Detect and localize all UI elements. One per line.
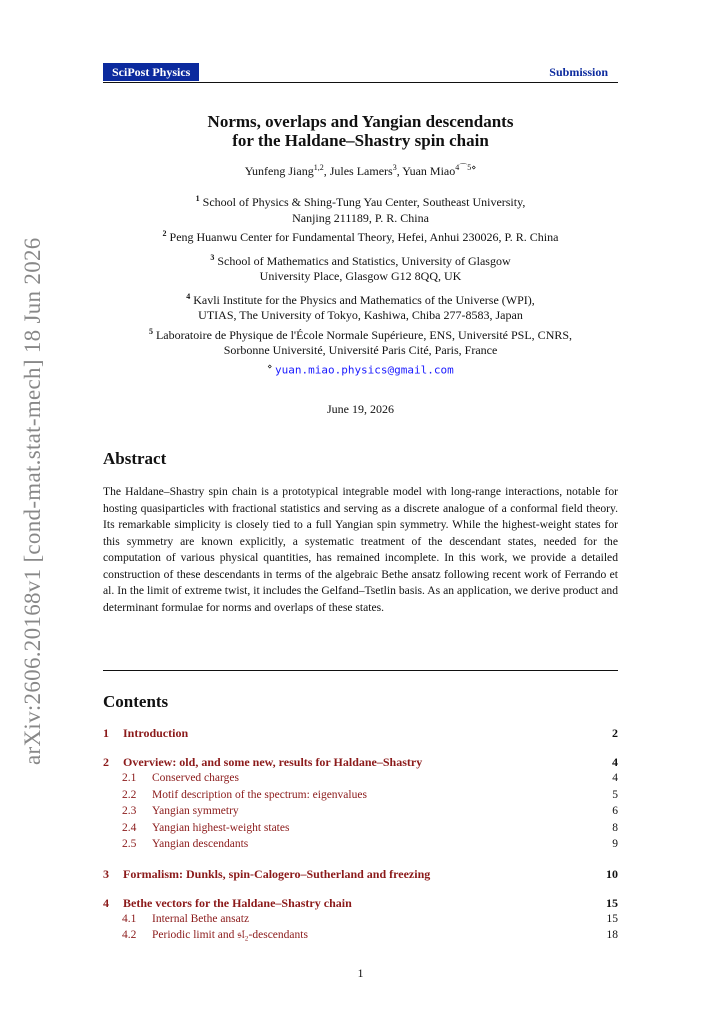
toc-subsection-2-1[interactable] (103, 770, 618, 787)
toc-number: 4.1 (122, 912, 137, 925)
affiliation-2 (103, 226, 618, 246)
toc-number: 1 (103, 726, 109, 740)
affil-line: Nanjing 211189, P. R. China (292, 210, 429, 225)
toc-section-2[interactable] (103, 754, 618, 770)
toc-title[interactable]: Yangian highest-weight states (152, 821, 290, 834)
author-affil-sup: 1,2 (313, 163, 324, 172)
author-list: Yunfeng Jiang$^{1,2}$, Jules Lamers$^3$, Yuan Miao$^{4⌒5⋄}$ (244, 163, 477, 178)
toc-number: 2.3 (122, 805, 137, 817)
affil-sup: 3 (210, 252, 215, 262)
toc-page: 9 (612, 838, 618, 850)
affil-line: Sorbonne Université, Université Paris Cité, Paris, France (223, 343, 498, 357)
toc-page: 10 (606, 866, 618, 881)
author-name: Yunfeng Jiang (244, 164, 314, 178)
contents-heading: Contents (103, 692, 169, 711)
toc-page: 15 (606, 895, 618, 910)
toc-title[interactable]: Bethe vectors for the Haldane–Shastry chain (123, 895, 352, 910)
email-link[interactable]: yuan.miao.physics@gmail.com (274, 363, 454, 377)
title-line-1: Norms, overlaps and Yangian descendants (207, 112, 514, 131)
toc-title[interactable]: Periodic limit and 𝔰𝔩₂-descendants (152, 929, 308, 941)
submission-label: Submission (549, 65, 608, 79)
page-number: 1 (357, 966, 364, 980)
affil-sup: 1 (195, 194, 200, 203)
journal-badge: SciPost Physics (103, 63, 199, 81)
affil-line: Laboratoire de Physique de l'École Normale Supérieure, ENS, Université PSL, CNRS, (155, 327, 573, 342)
toc-page: 4 (612, 755, 618, 769)
page-header (103, 63, 618, 83)
email-marker: ⋄ (267, 361, 273, 371)
affiliation-1 (103, 191, 618, 226)
toc-section-3[interactable] (103, 866, 618, 882)
toc-page: 6 (612, 805, 618, 817)
affiliation-5 (103, 324, 618, 359)
toc-page: 5 (612, 788, 618, 801)
affil-sup: 5 (148, 326, 153, 336)
toc-title[interactable]: Overview: old, and some new, results for Haldane–Shastry (123, 755, 423, 769)
abstract-heading: Abstract (103, 449, 167, 468)
toc-section-4[interactable] (103, 895, 618, 911)
toc-subsection-2-4[interactable] (103, 820, 618, 837)
toc-subsection-2-2[interactable] (103, 787, 618, 804)
affil-sup: 4 (186, 291, 191, 301)
toc-title[interactable]: Conserved charges (152, 772, 239, 784)
toc-number: 2.5 (122, 838, 137, 850)
toc-title[interactable]: Introduction (123, 726, 189, 740)
affil-line: Peng Huanwu Center for Fundamental Theory, Hefei, Anhui 230026, P. R. China (169, 230, 559, 244)
email-line (103, 359, 618, 379)
toc-number: 3 (103, 866, 109, 881)
affiliation-3 (103, 250, 618, 285)
toc-title[interactable]: Formalism: Dunkls, spin-Calogero–Sutherland and freezing (123, 866, 431, 881)
affil-line: Kavli Institute for the Physics and Mathematics of the Universe (WPI), (193, 292, 535, 307)
toc-page: 18 (606, 929, 618, 941)
toc-number: 2 (103, 755, 109, 769)
toc-page: 2 (612, 726, 618, 740)
toc-title[interactable]: Yangian descendants (152, 838, 249, 850)
author-affil-sup: 4⌒5⋄ (455, 163, 477, 172)
author-affil-sup: 3 (392, 163, 397, 172)
abstract-text: The Haldane–Shastry spin chain is a prototypical integrable model with long-range interactions, notable for hosting quasiparticles with fractional statistics and serving as a discrete analogue of a conformal field theory. Its remarkable simplicity is closely tied to a full Yangian spin symmetry. While the highest-weight states for this symmetry are known explicitly, a systematic treatment of the descendant states, needed for the computation of various physical quantities, has remained incomplete. In this work, we provide a detailed construction of these descendants in terms of the algebraic Bethe ansatz following recent work of Ferrando et al. In the limit of extreme twist, it includes the Gelfand–Tsetlin basis. As an application, we derive product and determinant formulae for norms and overlaps of these states. (103, 485, 618, 614)
toc-title[interactable]: Internal Bethe ansatz (152, 912, 250, 925)
affil-sup: 2 (162, 229, 167, 238)
toc-number: 2.4 (122, 821, 137, 834)
affiliation-4 (103, 289, 618, 324)
paper-date: June 19, 2026 (327, 402, 394, 416)
toc-section-1[interactable] (103, 725, 618, 741)
author-name: Jules Lamers (329, 164, 393, 178)
arxiv-side-stamp: arXiv:2606.20168v1 [cond-mat.stat-mech] 18 Jun 2026 (20, 237, 45, 765)
toc-page: 8 (612, 821, 618, 834)
toc-number: 2.1 (122, 772, 137, 784)
toc-number: 2.2 (122, 788, 137, 801)
table-of-contents (103, 725, 618, 944)
toc-subsection-4-2[interactable] (103, 927, 618, 944)
affil-line: University Place, Glasgow G12 8QQ, UK (259, 269, 462, 283)
toc-number: 4 (103, 895, 109, 910)
paper-title (103, 112, 618, 150)
toc-title[interactable]: Motif description of the spectrum: eigenvalues (152, 788, 367, 801)
affiliation-list (103, 191, 618, 379)
affil-line: UTIAS, The University of Tokyo, Kashiwa, Chiba 277-8583, Japan (198, 308, 523, 322)
affil-line: School of Mathematics and Statistics, University of Glasgow (217, 253, 511, 268)
author-name: Yuan Miao (402, 164, 456, 178)
toc-number: 4.2 (122, 929, 137, 941)
toc-page: 4 (612, 772, 618, 784)
affil-line: School of Physics & Shing-Tung Yau Center, Southeast University, (202, 195, 526, 209)
toc-subsection-2-5[interactable] (103, 836, 618, 853)
section-divider (103, 670, 618, 671)
toc-subsection-4-1[interactable] (103, 911, 618, 928)
toc-subsection-2-3[interactable] (103, 803, 618, 820)
toc-page: 15 (606, 912, 618, 925)
title-line-2: for the Haldane–Shastry spin chain (232, 131, 489, 150)
toc-title[interactable]: Yangian symmetry (152, 805, 239, 817)
